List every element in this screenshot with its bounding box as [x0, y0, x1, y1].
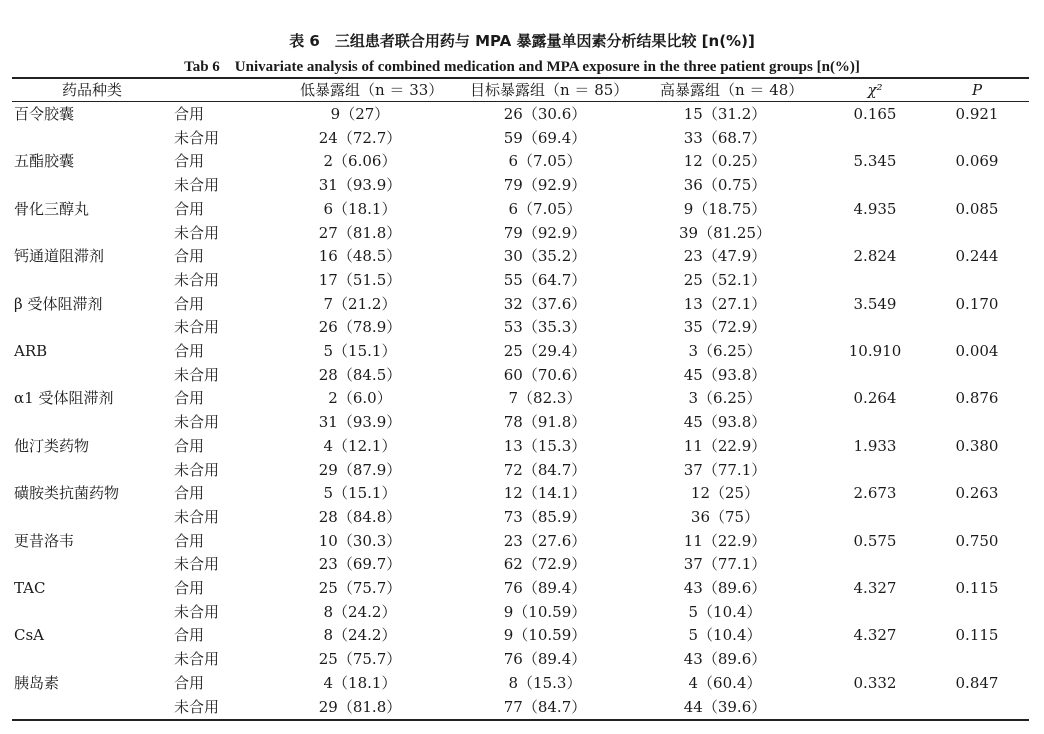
usage-status: 未合用	[174, 507, 220, 526]
low-exposure-value: 5（15.1）	[323, 484, 397, 503]
low-exposure-value: 9（27）	[330, 105, 390, 123]
usage-status: 未合用	[174, 697, 220, 716]
chi-square-value: 5.345	[853, 152, 897, 171]
usage-status: 合用	[174, 579, 205, 597]
table-row	[0, 434, 1044, 458]
high-exposure-value: 5（10.4）	[688, 602, 762, 621]
low-exposure-value: 25（75.7）	[318, 579, 402, 597]
table-row	[0, 292, 1044, 316]
high-exposure-value: 44（39.6）	[683, 697, 767, 716]
target-exposure-value: 55（64.7）	[503, 270, 587, 289]
high-exposure-value: 11（22.9）	[683, 436, 767, 455]
chi-square-value: 0.165	[853, 105, 897, 123]
chi-square-value: 0.575	[853, 531, 897, 550]
high-exposure-value: 43（89.6）	[683, 579, 767, 597]
table-row	[0, 173, 1044, 197]
usage-status: 合用	[174, 484, 205, 503]
p-value: 0.750	[955, 531, 999, 550]
chi-square-value: 0.332	[853, 673, 897, 692]
low-exposure-value: 2（6.0）	[328, 389, 392, 408]
low-exposure-value: 8（24.2）	[323, 602, 397, 621]
target-exposure-value: 6（7.05）	[508, 199, 582, 218]
usage-status: 合用	[174, 531, 205, 550]
usage-status: 未合用	[174, 413, 220, 432]
drug-name: CsA	[14, 626, 45, 645]
low-exposure-value: 2（6.06）	[323, 152, 397, 171]
drug-name: 五酯胶囊	[14, 152, 75, 171]
low-exposure-value: 25（75.7）	[318, 650, 402, 669]
high-exposure-value: 25（52.1）	[683, 270, 767, 289]
low-exposure-value: 16（48.5）	[318, 247, 402, 266]
usage-status: 未合用	[174, 176, 220, 195]
usage-status: 未合用	[174, 460, 220, 479]
p-value: 0.263	[955, 484, 999, 503]
low-exposure-value: 24（72.7）	[318, 128, 402, 147]
table-row	[0, 576, 1044, 600]
header-low-exposure: 低暴露组（n ＝ 33）	[300, 81, 444, 99]
chi-square-value: 4.935	[853, 199, 897, 218]
table-row	[0, 600, 1044, 624]
drug-name: α1 受体阻滞剂	[14, 389, 114, 408]
target-exposure-value: 6（7.05）	[508, 152, 582, 171]
high-exposure-value: 36（75）	[690, 507, 760, 526]
target-exposure-value: 9（10.59）	[503, 602, 587, 621]
target-exposure-value: 78（91.8）	[503, 413, 587, 432]
p-value: 0.004	[955, 342, 999, 360]
table-row	[0, 386, 1044, 410]
p-value: 0.244	[955, 247, 999, 266]
high-exposure-value: 3（6.25）	[688, 342, 762, 360]
high-exposure-value: 45（93.8）	[683, 365, 767, 384]
table-row	[0, 671, 1044, 695]
high-exposure-value: 3（6.25）	[688, 389, 762, 408]
target-exposure-value: 62（72.9）	[503, 555, 587, 574]
header-p-value: P	[971, 81, 983, 99]
high-exposure-value: 45（93.8）	[683, 413, 767, 432]
usage-status: 合用	[174, 436, 205, 455]
table-row	[0, 647, 1044, 671]
header-chi-square: χ²	[867, 81, 883, 99]
low-exposure-value: 31（93.9）	[318, 176, 402, 195]
target-exposure-value: 72（84.7）	[503, 460, 587, 479]
low-exposure-value: 5（15.1）	[323, 342, 397, 360]
usage-status: 未合用	[174, 555, 220, 574]
table-row	[0, 221, 1044, 245]
low-exposure-value: 28（84.5）	[318, 365, 402, 384]
low-exposure-value: 4（18.1）	[323, 673, 397, 692]
high-exposure-value: 15（31.2）	[683, 105, 767, 123]
high-exposure-value: 37（77.1）	[683, 555, 767, 574]
p-value: 0.069	[955, 152, 999, 171]
usage-status: 未合用	[174, 318, 220, 337]
usage-status: 合用	[174, 247, 205, 266]
p-value: 0.170	[955, 294, 999, 313]
table-row	[0, 102, 1044, 126]
target-exposure-value: 9（10.59）	[503, 626, 587, 645]
high-exposure-value: 43（89.6）	[683, 650, 767, 669]
target-exposure-value: 7（82.3）	[508, 389, 582, 408]
target-exposure-value: 76（89.4）	[503, 650, 587, 669]
target-exposure-value: 60（70.6）	[503, 365, 587, 384]
p-value: 0.847	[955, 673, 999, 692]
usage-status: 合用	[174, 105, 205, 123]
usage-status: 未合用	[174, 270, 220, 289]
target-exposure-value: 53（35.3）	[503, 318, 587, 337]
drug-name: 他汀类药物	[14, 436, 90, 455]
usage-status: 合用	[174, 199, 205, 218]
low-exposure-value: 31（93.9）	[318, 413, 402, 432]
table-row	[0, 244, 1044, 268]
table-row	[0, 552, 1044, 576]
p-value: 0.876	[955, 389, 999, 408]
high-exposure-value: 39（81.25）	[678, 223, 772, 242]
drug-name: 钙通道阻滞剂	[14, 247, 105, 266]
chi-square-value: 2.673	[853, 484, 897, 503]
usage-status: 未合用	[174, 128, 220, 147]
target-exposure-value: 30（35.2）	[503, 247, 587, 266]
chi-square-value: 4.327	[853, 579, 897, 597]
target-exposure-value: 76（89.4）	[503, 579, 587, 597]
drug-name: 骨化三醇丸	[14, 199, 90, 218]
low-exposure-value: 29（81.8）	[318, 697, 402, 716]
table-row	[0, 529, 1044, 553]
table-row	[0, 197, 1044, 221]
table-row	[0, 410, 1044, 434]
low-exposure-value: 7（21.2）	[323, 294, 397, 313]
header-drug-type: 药品种类	[62, 81, 123, 99]
chi-square-value: 10.910	[848, 342, 902, 360]
chi-square-value: 0.264	[853, 389, 897, 408]
table-title-chinese: 表 6 三组患者联合用药与 MPA 暴露量单因素分析结果比较 [n(%)]	[289, 32, 755, 50]
low-exposure-value: 29（87.9）	[318, 460, 402, 479]
chi-square-value: 4.327	[853, 626, 897, 645]
drug-name: TAC	[14, 579, 46, 597]
header-high-exposure: 高暴露组（n ＝ 48）	[660, 81, 804, 99]
table-row	[0, 339, 1044, 363]
high-exposure-value: 11（22.9）	[683, 531, 767, 550]
low-exposure-value: 8（24.2）	[323, 626, 397, 645]
high-exposure-value: 23（47.9）	[683, 247, 767, 266]
high-exposure-value: 33（68.7）	[683, 128, 767, 147]
drug-name: 更昔洛韦	[14, 531, 75, 550]
p-value: 0.115	[955, 579, 999, 597]
low-exposure-value: 27（81.8）	[318, 223, 402, 242]
usage-status: 未合用	[174, 223, 220, 242]
low-exposure-value: 28（84.8）	[318, 507, 402, 526]
target-exposure-value: 25（29.4）	[503, 342, 587, 360]
low-exposure-value: 10（30.3）	[318, 531, 402, 550]
high-exposure-value: 9（18.75）	[683, 199, 767, 218]
usage-status: 合用	[174, 389, 205, 408]
p-value: 0.921	[955, 105, 999, 123]
high-exposure-value: 37（77.1）	[683, 460, 767, 479]
target-exposure-value: 13（15.3）	[503, 436, 587, 455]
target-exposure-value: 8（15.3）	[508, 673, 582, 692]
table-row	[0, 458, 1044, 482]
high-exposure-value: 12（25）	[690, 484, 760, 503]
bottom-rule	[12, 719, 1029, 721]
high-exposure-value: 35（72.9）	[683, 318, 767, 337]
target-exposure-value: 26（30.6）	[503, 105, 587, 123]
target-exposure-value: 77（84.7）	[503, 697, 587, 716]
low-exposure-value: 17（51.5）	[318, 270, 402, 289]
target-exposure-value: 79（92.9）	[503, 223, 587, 242]
target-exposure-value: 12（14.1）	[503, 484, 587, 503]
table-row	[0, 149, 1044, 173]
chi-square-value: 3.549	[853, 294, 897, 313]
header-target-exposure: 目标暴露组（n ＝ 85）	[470, 81, 629, 99]
usage-status: 合用	[174, 152, 205, 171]
table-row	[0, 505, 1044, 529]
high-exposure-value: 36（0.75）	[683, 176, 767, 195]
table-row	[0, 363, 1044, 387]
drug-name: 胰岛素	[14, 673, 60, 692]
drug-name: 百令胶囊	[14, 105, 75, 123]
table-row	[0, 695, 1044, 719]
low-exposure-value: 26（78.9）	[318, 318, 402, 337]
target-exposure-value: 32（37.6）	[503, 294, 587, 313]
target-exposure-value: 79（92.9）	[503, 176, 587, 195]
chi-square-value: 2.824	[853, 247, 897, 266]
table-row	[0, 623, 1044, 647]
usage-status: 合用	[174, 342, 205, 360]
table-row	[0, 268, 1044, 292]
chi-square-value: 1.933	[853, 436, 897, 455]
table-row	[0, 126, 1044, 150]
table-title-english: Tab 6 Univariate analysis of combined medication and MPA exposure in the three patient groups [n(%)]	[184, 59, 860, 75]
high-exposure-value: 4（60.4）	[688, 673, 762, 692]
drug-name: 磺胺类抗菌药物	[14, 484, 120, 503]
low-exposure-value: 23（69.7）	[318, 555, 402, 574]
drug-name: β 受体阻滞剂	[14, 294, 103, 313]
table-row	[0, 315, 1044, 339]
target-exposure-value: 73（85.9）	[503, 507, 587, 526]
table-row	[0, 481, 1044, 505]
high-exposure-value: 12（0.25）	[683, 152, 767, 171]
drug-name: ARB	[14, 342, 48, 360]
high-exposure-value: 13（27.1）	[683, 294, 767, 313]
high-exposure-value: 5（10.4）	[688, 626, 762, 645]
usage-status: 合用	[174, 294, 205, 313]
usage-status: 未合用	[174, 602, 220, 621]
low-exposure-value: 6（18.1）	[323, 199, 397, 218]
usage-status: 合用	[174, 626, 205, 645]
target-exposure-value: 59（69.4）	[503, 128, 587, 147]
low-exposure-value: 4（12.1）	[323, 436, 397, 455]
p-value: 0.380	[955, 436, 999, 455]
p-value: 0.115	[955, 626, 999, 645]
target-exposure-value: 23（27.6）	[503, 531, 587, 550]
top-rule	[12, 77, 1029, 79]
usage-status: 未合用	[174, 365, 220, 384]
usage-status: 未合用	[174, 650, 220, 669]
p-value: 0.085	[955, 199, 999, 218]
usage-status: 合用	[174, 673, 205, 692]
